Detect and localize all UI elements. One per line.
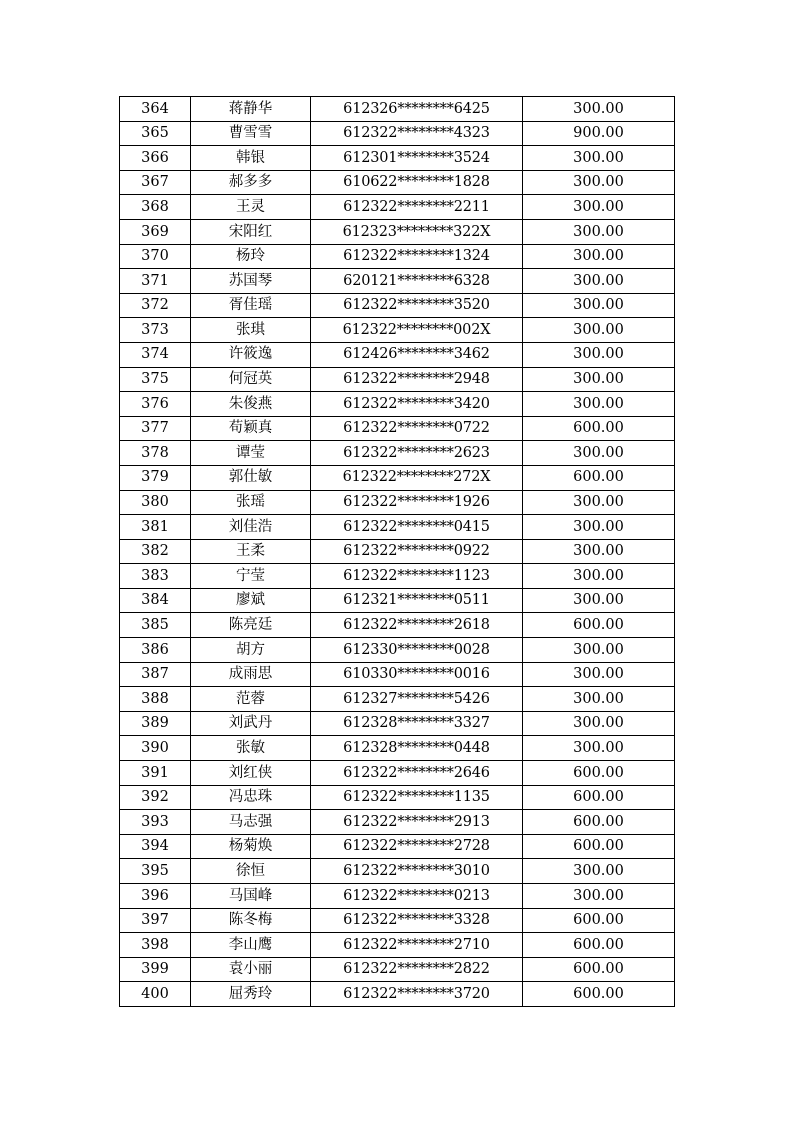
row-number-cell: 367 (120, 170, 191, 195)
name-cell: 马国峰 (191, 884, 311, 909)
amount-cell: 300.00 (523, 736, 675, 761)
name-cell: 郭仕敏 (191, 465, 311, 490)
table-row (120, 711, 675, 736)
table-row (120, 785, 675, 810)
row-number-cell: 379 (120, 465, 191, 490)
table-row (120, 662, 675, 687)
amount-cell: 300.00 (523, 662, 675, 687)
amount-cell: 300.00 (523, 884, 675, 909)
id-number-cell: 612323********322X (311, 219, 523, 244)
id-number-cell: 612322********2822 (311, 957, 523, 982)
amount-cell: 300.00 (523, 146, 675, 171)
table-row (120, 367, 675, 392)
amount-cell: 300.00 (523, 219, 675, 244)
name-cell: 王灵 (191, 195, 311, 220)
amount-cell: 300.00 (523, 195, 675, 220)
amount-cell: 600.00 (523, 834, 675, 859)
row-number-cell: 369 (120, 219, 191, 244)
name-cell: 廖斌 (191, 588, 311, 613)
table-row (120, 687, 675, 712)
table-row (120, 318, 675, 343)
id-number-cell: 612322********0722 (311, 416, 523, 441)
amount-cell: 300.00 (523, 367, 675, 392)
name-cell: 谭莹 (191, 441, 311, 466)
amount-cell: 300.00 (523, 441, 675, 466)
id-number-cell: 612322********1926 (311, 490, 523, 515)
amount-cell: 300.00 (523, 97, 675, 122)
table-row (120, 564, 675, 589)
id-number-cell: 612322********002X (311, 318, 523, 343)
row-number-cell: 386 (120, 638, 191, 663)
name-cell: 宁莹 (191, 564, 311, 589)
name-cell: 蒋静华 (191, 97, 311, 122)
table-row (120, 342, 675, 367)
table-row (120, 908, 675, 933)
row-number-cell: 398 (120, 933, 191, 958)
row-number-cell: 390 (120, 736, 191, 761)
name-cell: 苟颖真 (191, 416, 311, 441)
row-number-cell: 394 (120, 834, 191, 859)
row-number-cell: 374 (120, 342, 191, 367)
row-number-cell: 391 (120, 761, 191, 786)
table-row (120, 957, 675, 982)
amount-cell: 300.00 (523, 318, 675, 343)
table-row (120, 170, 675, 195)
id-number-cell: 620121********6328 (311, 269, 523, 294)
amount-cell: 600.00 (523, 982, 675, 1007)
row-number-cell: 381 (120, 515, 191, 540)
row-number-cell: 399 (120, 957, 191, 982)
amount-cell: 300.00 (523, 711, 675, 736)
row-number-cell: 366 (120, 146, 191, 171)
name-cell: 屈秀玲 (191, 982, 311, 1007)
amount-cell: 600.00 (523, 785, 675, 810)
table-row (120, 195, 675, 220)
amount-cell: 300.00 (523, 269, 675, 294)
id-number-cell: 610330********0016 (311, 662, 523, 687)
table-row (120, 121, 675, 146)
id-number-cell: 612322********0213 (311, 884, 523, 909)
table-row (120, 97, 675, 122)
id-number-cell: 612322********272X (311, 465, 523, 490)
row-number-cell: 392 (120, 785, 191, 810)
amount-cell: 300.00 (523, 539, 675, 564)
row-number-cell: 395 (120, 859, 191, 884)
row-number-cell: 371 (120, 269, 191, 294)
table-row (120, 613, 675, 638)
amount-cell: 300.00 (523, 490, 675, 515)
amount-cell: 300.00 (523, 392, 675, 417)
id-number-cell: 612322********2948 (311, 367, 523, 392)
name-cell: 刘红侠 (191, 761, 311, 786)
table-row (120, 638, 675, 663)
id-number-cell: 612328********0448 (311, 736, 523, 761)
name-cell: 张琪 (191, 318, 311, 343)
name-cell: 范蓉 (191, 687, 311, 712)
id-number-cell: 612328********3327 (311, 711, 523, 736)
id-number-cell: 612322********2913 (311, 810, 523, 835)
row-number-cell: 364 (120, 97, 191, 122)
id-number-cell: 612322********2728 (311, 834, 523, 859)
name-cell: 杨玲 (191, 244, 311, 269)
name-cell: 王柔 (191, 539, 311, 564)
table-row (120, 392, 675, 417)
row-number-cell: 375 (120, 367, 191, 392)
table-row (120, 515, 675, 540)
amount-cell: 600.00 (523, 957, 675, 982)
row-number-cell: 400 (120, 982, 191, 1007)
amount-cell: 600.00 (523, 933, 675, 958)
row-number-cell: 383 (120, 564, 191, 589)
table-row (120, 834, 675, 859)
amount-cell: 300.00 (523, 588, 675, 613)
id-number-cell: 612322********1324 (311, 244, 523, 269)
amount-cell: 300.00 (523, 687, 675, 712)
id-number-cell: 612322********0415 (311, 515, 523, 540)
id-number-cell: 610622********1828 (311, 170, 523, 195)
id-number-cell: 612330********0028 (311, 638, 523, 663)
table-row (120, 293, 675, 318)
row-number-cell: 384 (120, 588, 191, 613)
id-number-cell: 612322********3520 (311, 293, 523, 318)
amount-cell: 300.00 (523, 293, 675, 318)
table-row (120, 219, 675, 244)
id-number-cell: 612322********2710 (311, 933, 523, 958)
amount-cell: 300.00 (523, 859, 675, 884)
name-cell: 胥佳瑶 (191, 293, 311, 318)
name-cell: 刘佳浩 (191, 515, 311, 540)
row-number-cell: 372 (120, 293, 191, 318)
amount-cell: 600.00 (523, 416, 675, 441)
table-row (120, 810, 675, 835)
id-number-cell: 612426********3462 (311, 342, 523, 367)
name-cell: 何冠英 (191, 367, 311, 392)
name-cell: 许筱逸 (191, 342, 311, 367)
row-number-cell: 387 (120, 662, 191, 687)
name-cell: 苏国琴 (191, 269, 311, 294)
name-cell: 陈冬梅 (191, 908, 311, 933)
id-number-cell: 612322********4323 (311, 121, 523, 146)
id-number-cell: 612322********3720 (311, 982, 523, 1007)
amount-cell: 600.00 (523, 761, 675, 786)
amount-cell: 600.00 (523, 908, 675, 933)
row-number-cell: 397 (120, 908, 191, 933)
amount-cell: 600.00 (523, 465, 675, 490)
row-number-cell: 365 (120, 121, 191, 146)
table-row (120, 761, 675, 786)
amount-cell: 300.00 (523, 244, 675, 269)
table-row (120, 588, 675, 613)
name-cell: 徐恒 (191, 859, 311, 884)
row-number-cell: 389 (120, 711, 191, 736)
id-number-cell: 612322********2623 (311, 441, 523, 466)
row-number-cell: 377 (120, 416, 191, 441)
name-cell: 李山鹰 (191, 933, 311, 958)
id-number-cell: 612322********2618 (311, 613, 523, 638)
amount-cell: 300.00 (523, 342, 675, 367)
id-number-cell: 612322********2211 (311, 195, 523, 220)
name-cell: 曹雪雪 (191, 121, 311, 146)
id-number-cell: 612322********2646 (311, 761, 523, 786)
table-row (120, 539, 675, 564)
id-number-cell: 612327********5426 (311, 687, 523, 712)
name-cell: 张瑶 (191, 490, 311, 515)
id-number-cell: 612321********0511 (311, 588, 523, 613)
id-number-cell: 612322********3010 (311, 859, 523, 884)
row-number-cell: 393 (120, 810, 191, 835)
name-cell: 宋阳红 (191, 219, 311, 244)
name-cell: 韩银 (191, 146, 311, 171)
row-number-cell: 378 (120, 441, 191, 466)
name-cell: 郝多多 (191, 170, 311, 195)
name-cell: 成雨思 (191, 662, 311, 687)
name-cell: 张敏 (191, 736, 311, 761)
name-cell: 马志强 (191, 810, 311, 835)
name-cell: 冯忠珠 (191, 785, 311, 810)
amount-cell: 600.00 (523, 613, 675, 638)
id-number-cell: 612322********3420 (311, 392, 523, 417)
name-cell: 陈亮廷 (191, 613, 311, 638)
table-row (120, 736, 675, 761)
table-row (120, 244, 675, 269)
name-cell: 刘武丹 (191, 711, 311, 736)
table-row (120, 269, 675, 294)
table-row (120, 465, 675, 490)
table-row (120, 859, 675, 884)
amount-cell: 300.00 (523, 515, 675, 540)
row-number-cell: 385 (120, 613, 191, 638)
row-number-cell: 376 (120, 392, 191, 417)
row-number-cell: 382 (120, 539, 191, 564)
table-row (120, 490, 675, 515)
table-row (120, 884, 675, 909)
row-number-cell: 396 (120, 884, 191, 909)
name-cell: 朱俊燕 (191, 392, 311, 417)
name-cell: 杨菊焕 (191, 834, 311, 859)
id-number-cell: 612322********1135 (311, 785, 523, 810)
name-cell: 胡方 (191, 638, 311, 663)
table-row (120, 982, 675, 1007)
row-number-cell: 388 (120, 687, 191, 712)
table-row (120, 146, 675, 171)
amount-cell: 300.00 (523, 564, 675, 589)
id-number-cell: 612322********3328 (311, 908, 523, 933)
id-number-cell: 612301********3524 (311, 146, 523, 171)
table-row (120, 416, 675, 441)
amount-cell: 300.00 (523, 170, 675, 195)
id-number-cell: 612322********1123 (311, 564, 523, 589)
name-cell: 袁小丽 (191, 957, 311, 982)
id-number-cell: 612326********6425 (311, 97, 523, 122)
amount-cell: 600.00 (523, 810, 675, 835)
row-number-cell: 373 (120, 318, 191, 343)
row-number-cell: 370 (120, 244, 191, 269)
table-row (120, 933, 675, 958)
row-number-cell: 368 (120, 195, 191, 220)
id-number-cell: 612322********0922 (311, 539, 523, 564)
recipient-table (119, 96, 675, 1007)
amount-cell: 300.00 (523, 638, 675, 663)
row-number-cell: 380 (120, 490, 191, 515)
amount-cell: 900.00 (523, 121, 675, 146)
table-row (120, 441, 675, 466)
table-body (120, 97, 675, 1007)
